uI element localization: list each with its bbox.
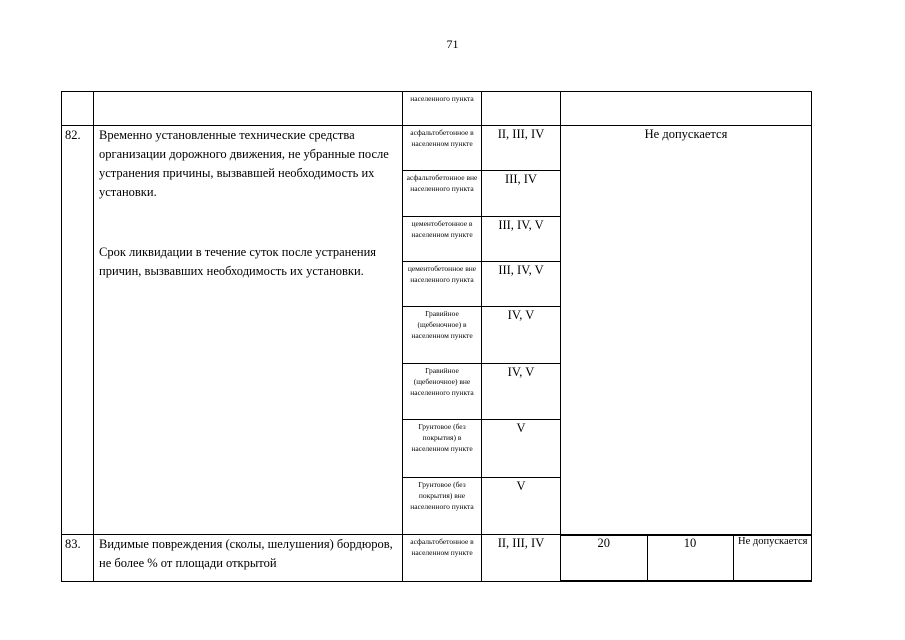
category-cell: IV, V: [482, 307, 561, 364]
surface-cell: Гравийное (щебеночное) вне населенного пункта: [403, 364, 482, 420]
description-text: Временно установленные технические средства организации дорожного движения, не убранные после устранения причины, вызвавшей необходимость их установки.: [99, 128, 389, 199]
value-cell: 10: [647, 536, 733, 581]
surface-cell: асфальтобетонное в населенном пункте: [403, 126, 482, 171]
table-row-82: [62, 126, 812, 171]
table-row-carryover: [62, 92, 812, 126]
category-cell: V: [482, 420, 561, 478]
page-number: 71: [446, 37, 459, 51]
category-cell: III, IV, V: [482, 217, 561, 262]
carry-category-cell: [482, 92, 561, 126]
surface-cell: населенного пункта: [403, 92, 482, 126]
carry-value-cell: [561, 92, 812, 126]
row-number: 83.: [62, 535, 94, 582]
surface-cell: цементобетонное в населенном пункте: [403, 217, 482, 262]
category-cell: V: [482, 478, 561, 535]
value-not-allowed: Не допускается: [561, 126, 812, 535]
surface-cell: асфальтобетонное в населенном пункте: [403, 535, 482, 582]
row-description: Видимые повреждения (сколы, шелушения) бордюров, не более % от площади открытой: [94, 535, 403, 582]
value-cell: Не допускается: [733, 536, 812, 581]
row-description: [94, 126, 403, 535]
carry-desc-cell: [94, 92, 403, 126]
category-cell: III, IV, V: [482, 262, 561, 307]
surface-cell: цементобетонное вне населенного пункта: [403, 262, 482, 307]
surface-cell: Гравийное (щебеночное) в населенном пункте: [403, 307, 482, 364]
carry-num-cell: [62, 92, 94, 126]
category-cell: II, III, IV: [482, 535, 561, 582]
category-cell: II, III, IV: [482, 126, 561, 171]
surface-cell: Грунтовое (без покрытия) в населенном пункте: [403, 420, 482, 478]
table-row-83: [62, 535, 812, 582]
surface-cell: Грунтовое (без покрытия) вне населенного пункта: [403, 478, 482, 535]
deadline-note: Срок ликвидации в течение суток после устранения причин, вызвавших необходимость их установки.: [99, 245, 377, 278]
values-cell: [561, 535, 812, 582]
category-cell: IV, V: [482, 364, 561, 420]
regulation-table: [61, 91, 812, 582]
row-number: 82.: [62, 126, 94, 535]
surface-cell: асфальтобетонное вне населенного пункта: [403, 171, 482, 217]
values-subtable: [561, 535, 812, 581]
category-cell: III, IV: [482, 171, 561, 217]
value-cell: 20: [561, 536, 647, 581]
